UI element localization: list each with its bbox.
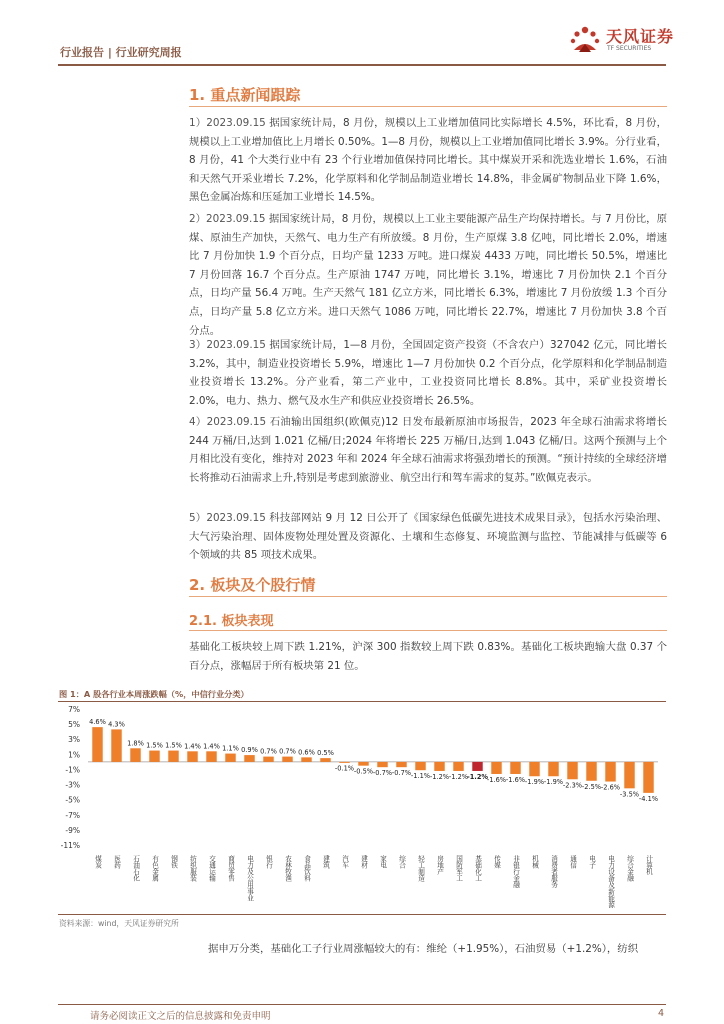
category-label: 家电 [378, 855, 387, 869]
news-item [189, 509, 667, 565]
data-label: -2.3% [562, 781, 583, 790]
category-label: 计算机 [644, 855, 653, 875]
data-label: -1.6% [486, 775, 507, 784]
figure-top-rule [58, 701, 666, 702]
category-label: 传媒 [492, 855, 501, 869]
section-divider [189, 596, 667, 597]
category-label: 农林牧渔 [283, 855, 292, 882]
category-label: 建筑 [321, 855, 330, 869]
category-label: 纺织服装 [188, 855, 197, 882]
category-label: 汽车 [340, 855, 349, 869]
bar [263, 757, 273, 762]
y-tick-label: -3% [65, 780, 80, 790]
category-label: 银行 [264, 855, 273, 869]
logo-icon [568, 24, 602, 54]
data-label: -1.9% [543, 778, 564, 787]
bar [586, 762, 596, 781]
data-label: -1.2% [429, 772, 450, 781]
data-label: -3.5% [619, 790, 640, 799]
news-date: 5）2023.09.15 [189, 512, 266, 524]
category-label: 非银行金融 [511, 855, 520, 888]
news-item [189, 210, 667, 340]
bar [415, 762, 425, 770]
data-label: -0.1% [334, 764, 355, 773]
category-label: 消费者服务 [549, 855, 558, 888]
category-label: 食品饮料 [302, 855, 311, 882]
data-label: 1.4% [184, 742, 201, 751]
page-number: 4 [657, 1008, 664, 1019]
data-label: 1.8% [127, 739, 144, 748]
bar [396, 762, 406, 767]
data-label: -1.6% [505, 775, 526, 784]
category-label: 商贸零售 [226, 855, 235, 882]
news-text: 据国家统计局，8 月份，规模以上工业主要能源产品生产均保持增长。与 7 月份比，原煤、原油生产加快，天然气、电力生产有所放缓。8 月份，生产原煤 3.8 亿吨，同比增长 2.0%，增速比 7 月份加快 1.9 个百分点，日均产量 1233 万吨。进口煤炭 4433 万吨，同比增长 50.5%，增速比 7 月份回落 16.7 个百分点。生产原油 1747 万吨，同比增长 3.1%，增速比 7 月份加快 2.1 个百分点，日均产量 56.4 万吨。生产天然气 181 亿立方米，同比增长 6.3%，增速比 7 月份放缓 1.3 个百分点，日均产量 5.8 亿立方米。进口天然气 1086 万吨，同比增长 22.7%，增速比 7 月份加快 3.8 个百分点。 [189, 213, 667, 337]
news-date: 3）2023.09.15 [189, 339, 266, 351]
bar [111, 729, 121, 761]
bar [529, 762, 539, 776]
bar [282, 757, 292, 762]
subsection-divider [189, 630, 667, 631]
data-label: -2.5% [581, 782, 602, 791]
bar [605, 762, 615, 782]
bar [358, 762, 368, 766]
category-label: 机械 [530, 855, 539, 869]
category-label: 煤炭 [93, 855, 102, 869]
news-item [189, 336, 667, 410]
bar [168, 751, 178, 762]
category-label: 交通运输 [207, 855, 216, 882]
data-label: -0.7% [372, 769, 393, 778]
data-label: 1.1% [222, 744, 239, 753]
y-tick-label: -11% [60, 841, 80, 850]
bar [339, 762, 349, 763]
figure-source: 资料来源：wind，天风证券研究所 [59, 919, 179, 928]
bar [548, 762, 558, 776]
category-label: 国防军工 [454, 855, 463, 882]
logo-chinese-text: 天风证券 [606, 27, 675, 46]
sector-summary-paragraph: 基础化工板块较上周下跌 1.21%，沪深 300 指数较上周下跌 0.83%。基础化工板块跑输大盘 0.37 个百分点，涨幅居于所有板块第 21 位。 [189, 641, 667, 672]
page-header [0, 0, 724, 70]
category-label: 石油石化 [131, 855, 140, 882]
news-text: 据国家统计局，8 月份，规模以上工业增加值同比实际增长 4.5%，环比看，8 月份，规模以上工业增加值比上月增长 0.50%。1—8 月份，规模以上工业增加值同比增长 3.9%。分行业看，8 月份，41 个大类行业中有 23 个行业增加值保持同比增长。其中煤炭开采和洗选业增长 1.6%，石油和天然气开采业增长 7.2%，化学原料和化学制品制造业增长 14.8%，非金属矿物制品业下降 1.6%，黑色金属冶炼和压延加工业增长 14.5%。 [189, 117, 667, 204]
category-label: 综合金融 [625, 855, 634, 882]
category-label: 综合 [397, 855, 406, 869]
data-label: -2.6% [600, 783, 621, 792]
y-tick-label: 3% [68, 735, 80, 745]
news-date: 1）2023.09.15 [189, 117, 266, 129]
bar [320, 758, 330, 762]
data-label: 0.7% [279, 747, 296, 756]
data-label: -1.9% [524, 778, 545, 787]
bar [206, 751, 216, 762]
data-label: -0.7% [391, 769, 412, 778]
bar [149, 751, 159, 762]
data-label: 1.4% [203, 742, 220, 751]
category-label: 轻工制造 [416, 855, 425, 882]
data-label: 0.6% [298, 748, 315, 757]
news-text: 科技部网站 9 月 12 日公开了《国家绿色低碳先进技术成果目录》，包括水污染治理、大气污染治理、固体废物处理处置及资源化、土壤和生态修复、环境监测与监控、节能减排与低碳等 6 个领域的共 85 项技术成果。 [189, 512, 667, 562]
category-label: 电力及公用事业 [245, 855, 254, 902]
bar [624, 762, 634, 788]
news-date: 2）2023.09.15 [189, 213, 266, 225]
y-tick-label: -7% [65, 810, 80, 820]
news-item [189, 413, 667, 487]
report-type-label: 行业报告 | 行业研究周报 [60, 46, 182, 59]
bar [244, 755, 254, 762]
data-label: 1.5% [146, 741, 163, 750]
y-tick-label: -9% [65, 825, 80, 835]
news-text: 石油输出国组织(欧佩克)12 日发布最新原油市场报告，2023 年全球石油需求将增长 244 万桶/日,达到 1.021 亿桶/日;2024 年将增长 225 万桶/日,达到 1.043 亿桶/日。这两个预测与上个月相比没有变化，维持对 2023 年和 2024 年全球石油需求将强劲增长的预测。“预计持续的全球经济增长将推动石油需求上升,特别是考虑到旅游业、航空出行和驾车需求的复苏。”欧佩克表示。 [189, 416, 667, 484]
bar [510, 762, 520, 774]
figure-title: 图 1：A 股各行业本周涨跌幅（%，中信行业分类） [59, 689, 249, 699]
section-divider [189, 106, 667, 107]
category-label: 钢铁 [169, 855, 178, 869]
data-label: 0.9% [241, 746, 258, 755]
data-label: 4.6% [89, 718, 106, 727]
bar [225, 754, 235, 762]
subindustry-paragraph: 据申万分类，基础化工子行业周涨幅较大的有：维纶（+1.95%），石油贸易（+1.2%），纺织 [208, 943, 639, 955]
category-label: 有色金属 [150, 855, 159, 882]
data-label: -0.5% [353, 767, 374, 776]
bar [92, 727, 102, 762]
data-label: 4.3% [108, 720, 125, 729]
figure-bottom-rule [58, 914, 666, 915]
header-divider [58, 64, 666, 66]
company-logo [568, 20, 678, 60]
category-label: 电子 [587, 855, 596, 869]
bar [301, 757, 311, 762]
y-tick-label: -5% [65, 795, 80, 805]
section-title-news: 1. 重点新闻跟踪 [189, 86, 301, 104]
data-label: 0.5% [317, 749, 334, 758]
footer-divider [58, 1004, 666, 1005]
category-label: 基础化工 [473, 855, 482, 882]
category-label: 通信 [568, 855, 577, 869]
data-label: 1.5% [165, 741, 182, 750]
y-tick-label: 7% [68, 705, 80, 714]
category-label: 建材 [359, 855, 368, 869]
disclaimer-note: 请务必阅读正文之后的信息披露和免责申明 [90, 1011, 271, 1022]
data-label: 0.7% [260, 747, 277, 756]
category-label: 医药 [112, 855, 121, 869]
bar [130, 748, 140, 762]
news-text: 据国家统计局，1—8 月份，全国固定资产投资（不含农户）327042 亿元，同比增长 3.2%，其中，制造业投资增长 5.9%，增速比 1—7 月份加快 0.2 个百分点，化学原料和化学制品制造业投资增长 13.2%。分产业看，第二产业中，工业投资同比增长 8.8%。其中，采矿业投资增长 2.0%，电力、热力、燃气及水生产和供应业投资增长 26.5%。 [189, 339, 667, 407]
category-label: 电力设备及新能源 [606, 855, 615, 908]
data-label: -1.1% [410, 772, 431, 781]
bar [377, 762, 387, 767]
news-item [189, 114, 667, 207]
y-tick-label: 1% [68, 750, 80, 760]
data-label: -1.2% [448, 772, 469, 781]
y-tick-label: -1% [65, 765, 80, 775]
section-title-market: 2. 板块及个股行情 [189, 576, 316, 594]
subsection-title-sector: 2.1. 板块表现 [189, 614, 274, 629]
logo-english-text: TF SECURITIES [607, 45, 652, 52]
category-label: 房地产 [435, 855, 444, 875]
industry-return-bar-chart [58, 703, 666, 911]
data-label: -1.2% [466, 772, 489, 781]
bar [472, 762, 482, 771]
bar [434, 762, 444, 771]
bar [491, 762, 501, 774]
bar [453, 762, 463, 771]
news-date: 4）2023.09.15 [189, 416, 267, 428]
bar [187, 751, 197, 762]
bar [643, 762, 653, 793]
data-label: -4.1% [638, 794, 659, 803]
bar [567, 762, 577, 779]
y-tick-label: 5% [68, 720, 80, 730]
